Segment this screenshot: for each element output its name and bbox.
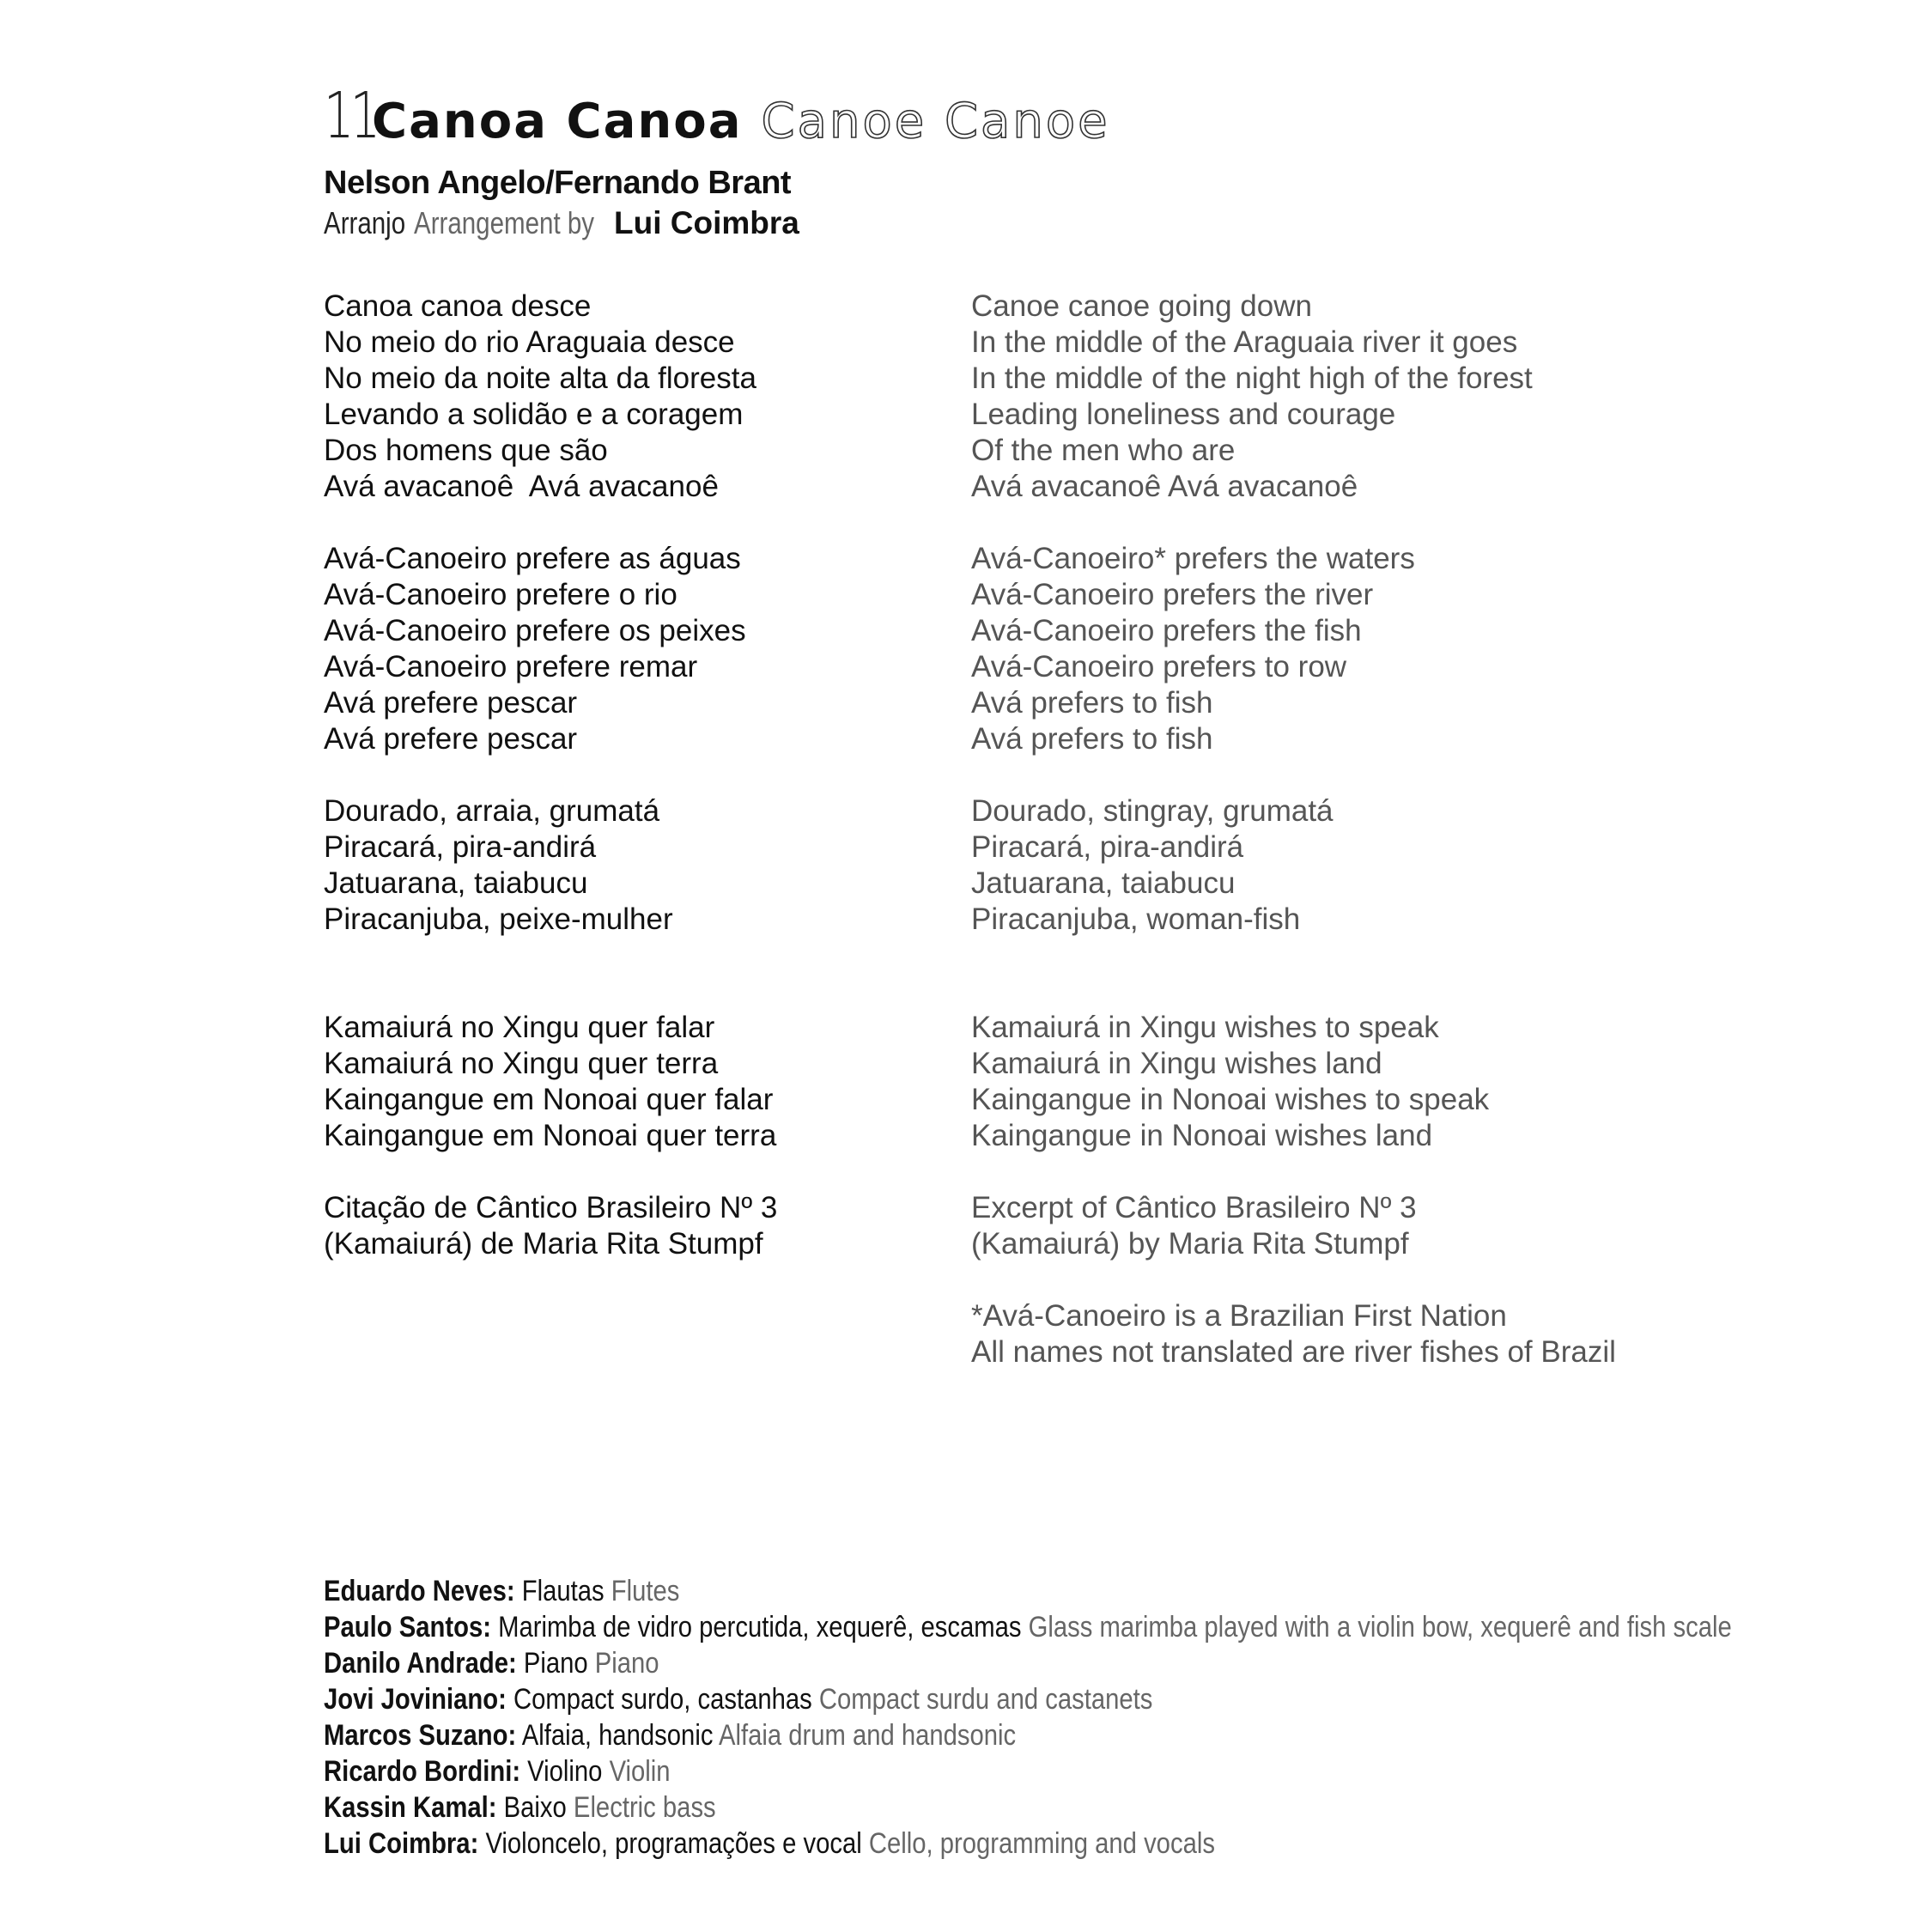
lyric-line: No meio da noite alta da floresta <box>324 361 756 395</box>
song-header <box>324 79 1110 241</box>
translation-note: *Avá-Canoeiro is a Brazilian First Nation <box>971 1299 1507 1333</box>
lyric-line: Jatuarana, taiabucu <box>971 866 1236 900</box>
lyric-line: Avá-Canoeiro prefere as águas <box>324 542 741 575</box>
lyric-line: No meio do rio Araguaia desce <box>324 325 735 359</box>
lyric-line: Canoa canoa desce <box>324 289 592 323</box>
instrument-en: Electric bass <box>573 1791 716 1824</box>
credit-row <box>324 1609 1732 1645</box>
lyric-line: Kamaiurá no Xingu quer falar <box>324 1011 715 1044</box>
lyric-line: Kamaiurá in Xingu wishes to speak <box>971 1011 1439 1044</box>
lyric-line: Kaingangue em Nonoai quer terra <box>324 1119 777 1152</box>
lyric-line: Leading loneliness and courage <box>971 398 1396 431</box>
musician-name: Eduardo Neves: <box>324 1575 515 1607</box>
musician-name: Paulo Santos: <box>324 1611 491 1643</box>
instrument-en: Compact surdu and castanets <box>818 1683 1153 1716</box>
lyric-line: Kaingangue in Nonoai wishes land <box>971 1119 1433 1152</box>
credit-row <box>324 1573 1732 1609</box>
lyric-line: In the middle of the Araguaia river it goes <box>971 325 1518 359</box>
lyric-line: Kamaiurá in Xingu wishes land <box>971 1047 1382 1080</box>
arrangement-label-en: Arrangement by <box>414 205 595 240</box>
credit-row <box>324 1717 1732 1753</box>
lyric-line: Kaingangue em Nonoai quer falar <box>324 1083 774 1116</box>
instrument-en: Violin <box>609 1755 671 1788</box>
lyrics-portuguese <box>324 289 925 1262</box>
composers: Nelson Angelo/Fernando Brant <box>324 165 792 201</box>
credit-row <box>324 1826 1732 1862</box>
arrangement-label-pt: Arranjo <box>324 205 406 240</box>
lyric-line: Piracanjuba, woman-fish <box>971 902 1301 936</box>
lyric-line: Levando a solidão e a coragem <box>324 398 744 431</box>
lyric-line: Excerpt of Cântico Brasileiro Nº 3 <box>971 1191 1417 1224</box>
lyric-line: Avá prefere pescar <box>324 686 578 720</box>
instrument-pt: Violoncelo, programações e vocal <box>485 1827 862 1860</box>
song-title-pt: Canoa Canoa <box>372 94 743 149</box>
lyric-line: Piracanjuba, peixe-mulher <box>324 902 673 936</box>
stanza-gap <box>324 505 925 541</box>
instrument-pt: Violino <box>527 1755 603 1788</box>
musician-name: Lui Coimbra: <box>324 1827 479 1860</box>
lyric-line: Avá-Canoeiro prefere remar <box>324 650 698 683</box>
lyric-line: (Kamaiurá) de Maria Rita Stumpf <box>324 1227 763 1261</box>
lyric-line: In the middle of the night high of the forest <box>971 361 1533 395</box>
stanza-gap <box>971 1154 1744 1190</box>
lyric-line: Piracará, pira-andirá <box>324 830 597 864</box>
instrument-pt: Marimba de vidro percutida, xequerê, escamas <box>498 1611 1022 1643</box>
lyric-line: Avá-Canoeiro prefers the fish <box>971 614 1362 647</box>
lyric-line: Avá-Canoeiro prefere o rio <box>324 578 677 611</box>
title-row <box>324 79 1110 158</box>
track-number: 11 <box>324 79 377 153</box>
lyric-line: Avá avacanoê Avá avacanoê <box>324 470 719 503</box>
musician-credits <box>324 1573 1932 1862</box>
musician-name: Ricardo Bordini: <box>324 1755 521 1788</box>
credit-row <box>324 1753 1732 1789</box>
instrument-en: Piano <box>594 1647 659 1680</box>
arranger-name: Lui Coimbra <box>614 205 799 240</box>
instrument-en: Cello, programming and vocals <box>868 1827 1215 1860</box>
instrument-en: Alfaia drum and handsonic <box>718 1719 1017 1752</box>
instrument-pt: Compact surdo, castanhas <box>513 1683 812 1716</box>
lyric-line: (Kamaiurá) by Maria Rita Stumpf <box>971 1227 1409 1261</box>
lyric-line: Avá prefers to fish <box>971 722 1213 756</box>
stanza-gap <box>971 938 1744 1010</box>
lyric-line: Avá prefere pescar <box>324 722 578 756</box>
translation-note: All names not translated are river fishes of Brazil <box>971 1335 1616 1369</box>
lyric-line: Citação de Cântico Brasileiro Nº 3 <box>324 1191 778 1224</box>
lyric-line: Avá avacanoê Avá avacanoê <box>971 470 1358 503</box>
stanza-gap <box>971 1262 1744 1298</box>
credit-row <box>324 1789 1732 1826</box>
instrument-en: Flutes <box>611 1575 680 1607</box>
instrument-pt: Piano <box>523 1647 588 1680</box>
lyric-line: Avá-Canoeiro prefere os peixes <box>324 614 746 647</box>
lyrics-english <box>971 289 1744 1370</box>
credit-row <box>324 1645 1732 1681</box>
lyric-line: Kaingangue in Nonoai wishes to speak <box>971 1083 1490 1116</box>
musician-name: Kassin Kamal: <box>324 1791 497 1824</box>
lyric-line: Jatuarana, taiabucu <box>324 866 588 900</box>
instrument-pt: Baixo <box>503 1791 567 1824</box>
lyric-line: Dos homens que são <box>324 434 608 467</box>
lyric-line: Dourado, arraia, grumatá <box>324 794 660 828</box>
stanza-gap <box>324 1154 925 1190</box>
musician-name: Marcos Suzano: <box>324 1719 517 1752</box>
stanza-gap <box>324 757 925 793</box>
musician-name: Danilo Andrade: <box>324 1647 517 1680</box>
lyric-line: Piracará, pira-andirá <box>971 830 1244 864</box>
lyric-line: Kamaiurá no Xingu quer terra <box>324 1047 719 1080</box>
arrangement-line <box>324 205 1110 241</box>
instrument-pt: Alfaia, handsonic <box>521 1719 714 1752</box>
stanza-gap <box>324 938 925 1010</box>
lyric-line: Dourado, stingray, grumatá <box>971 794 1334 828</box>
musician-name: Jovi Joviniano: <box>324 1683 507 1716</box>
stanza-gap <box>971 505 1744 541</box>
lyric-line: Avá-Canoeiro* prefers the waters <box>971 542 1415 575</box>
lyric-line: Avá-Canoeiro prefers to row <box>971 650 1347 683</box>
credit-row <box>324 1681 1732 1717</box>
lyric-line: Canoe canoe going down <box>971 289 1312 323</box>
lyric-line: Of the men who are <box>971 434 1236 467</box>
instrument-en: Glass marimba played with a violin bow, xequerê and fish scale <box>1028 1611 1732 1643</box>
instrument-pt: Flautas <box>521 1575 605 1607</box>
song-title-en: Canoe Canoe <box>761 94 1110 149</box>
lyric-line: Avá prefers to fish <box>971 686 1213 720</box>
lyric-line: Avá-Canoeiro prefers the river <box>971 578 1374 611</box>
stanza-gap <box>971 757 1744 793</box>
